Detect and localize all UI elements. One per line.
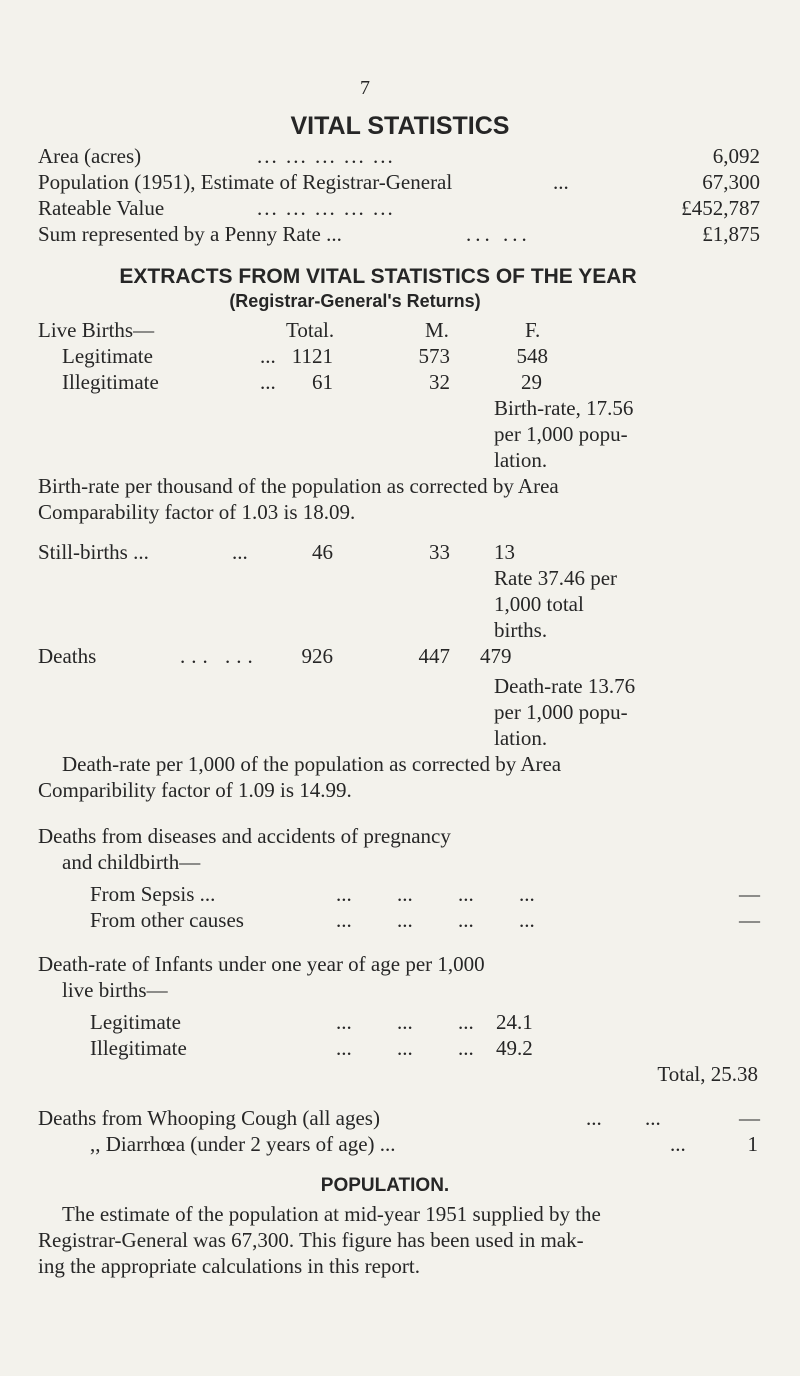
population-paragraph: Registrar-General was 67,300. This figure has been used in mak- xyxy=(38,1228,584,1252)
pregnancy-heading: and childbirth— xyxy=(62,850,201,874)
birth-rate-corrected: Birth-rate per thousand of the population as corrected by Area xyxy=(38,474,559,498)
infant-legitimate-label: Legitimate xyxy=(90,1010,181,1034)
population-label: Population (1951), Estimate of Registrar-General xyxy=(38,170,453,194)
legitimate-label: Legitimate xyxy=(62,344,153,368)
penny-rate-value: £1,875 xyxy=(702,222,760,246)
deaths-male: 447 xyxy=(418,644,450,668)
infant-heading: live births— xyxy=(62,978,168,1002)
infant-illegitimate-label: Illegitimate xyxy=(90,1036,187,1060)
leader-dots: ... ... xyxy=(180,644,259,668)
diarrhoea-value: 1 xyxy=(747,1132,758,1156)
legitimate-total: 1121 xyxy=(291,344,333,368)
legitimate-female: 548 xyxy=(516,344,548,368)
leader-dots: ... ... ... ... xyxy=(336,908,535,932)
death-rate-note: lation. xyxy=(494,726,548,750)
leader-dots: ... xyxy=(260,344,276,368)
illegitimate-label: Illegitimate xyxy=(62,370,159,394)
leader-dots: ... ... ... ... ... xyxy=(257,196,395,220)
birth-rate-corrected: Comparability factor of 1.03 is 18.09. xyxy=(38,500,356,524)
illegitimate-male: 32 xyxy=(429,370,450,394)
death-rate-note: Death-rate 13.76 xyxy=(494,674,636,698)
leader-dots: ... xyxy=(232,540,248,564)
population-paragraph: The estimate of the population at mid-year 1951 supplied by the xyxy=(62,1202,601,1226)
still-birth-rate-note: 1,000 total xyxy=(494,592,584,616)
leader-dots: ... xyxy=(260,370,276,394)
birth-rate-note: per 1,000 popu- xyxy=(494,422,628,446)
rateable-value-value: £452,787 xyxy=(681,196,760,220)
death-rate-note: per 1,000 popu- xyxy=(494,700,628,724)
leader-dots: ... ... ... ... xyxy=(336,882,535,906)
birth-rate-note: lation. xyxy=(494,448,548,472)
deaths-label: Deaths xyxy=(38,644,97,668)
deaths-total: 926 xyxy=(301,644,333,668)
infant-illegitimate-value: 49.2 xyxy=(496,1036,533,1060)
birth-rate-note: Birth-rate, 17.56 xyxy=(494,396,634,420)
column-header-total: Total. xyxy=(286,318,335,342)
live-births-label: Live Births— xyxy=(38,318,155,342)
whooping-cough-label: Deaths from Whooping Cough (all ages) xyxy=(38,1106,380,1130)
leader-dots: ... ... ... ... ... xyxy=(257,144,395,168)
page-number: 7 xyxy=(360,77,370,99)
illegitimate-female: 29 xyxy=(521,370,542,394)
population-value: 67,300 xyxy=(702,170,760,194)
leader-dots: ... ... xyxy=(466,222,531,246)
pregnancy-heading: Deaths from diseases and accidents of pregnancy xyxy=(38,824,451,848)
other-causes-label: From other causes xyxy=(90,908,244,932)
infant-heading: Death-rate of Infants under one year of age per 1,000 xyxy=(38,952,485,976)
still-birth-rate-note: births. xyxy=(494,618,548,642)
still-births-male: 33 xyxy=(429,540,450,564)
area-value: 6,092 xyxy=(712,144,760,168)
infant-legitimate-value: 24.1 xyxy=(496,1010,533,1034)
still-birth-rate-note: Rate 37.46 per xyxy=(494,566,618,590)
legitimate-male: 573 xyxy=(418,344,450,368)
still-births-total: 46 xyxy=(312,540,333,564)
penny-rate-label: Sum represented by a Penny Rate ... xyxy=(38,222,342,246)
still-births-female: 13 xyxy=(494,540,515,564)
sepsis-value: — xyxy=(739,882,760,906)
extracts-title: EXTRACTS FROM VITAL STATISTICS OF THE YEAR xyxy=(119,265,637,288)
other-causes-value: — xyxy=(739,908,760,932)
sepsis-label: From Sepsis ... xyxy=(90,882,216,906)
leader-dots: ... ... ... xyxy=(336,1036,474,1060)
whooping-cough-value: — xyxy=(739,1106,760,1130)
deaths-female: 479 xyxy=(480,644,512,668)
death-rate-corrected: Comparibility factor of 1.09 is 14.99. xyxy=(38,778,352,802)
population-paragraph: ing the appropriate calculations in this report. xyxy=(38,1254,420,1278)
leader-dots: ... xyxy=(553,170,569,194)
extracts-subtitle: (Registrar-General's Returns) xyxy=(229,291,481,311)
death-rate-corrected: Death-rate per 1,000 of the population as corrected by Area xyxy=(62,752,562,776)
population-title: POPULATION. xyxy=(320,1175,450,1196)
leader-dots: ... ... xyxy=(586,1106,661,1130)
diarrhoea-label: ,, Diarrhœa (under 2 years of age) ... xyxy=(90,1132,396,1156)
leader-dots: ... ... ... xyxy=(336,1010,474,1034)
vital-statistics-title: VITAL STATISTICS xyxy=(290,112,510,140)
still-births-label: Still-births ... xyxy=(38,540,149,564)
rateable-value-label: Rateable Value xyxy=(38,196,165,220)
column-header-male: M. xyxy=(425,318,449,342)
leader-dots: ... xyxy=(670,1132,686,1156)
illegitimate-total: 61 xyxy=(312,370,333,394)
area-label: Area (acres) xyxy=(38,144,142,168)
infant-total: Total, 25.38 xyxy=(657,1062,758,1086)
column-header-female: F. xyxy=(525,318,541,342)
